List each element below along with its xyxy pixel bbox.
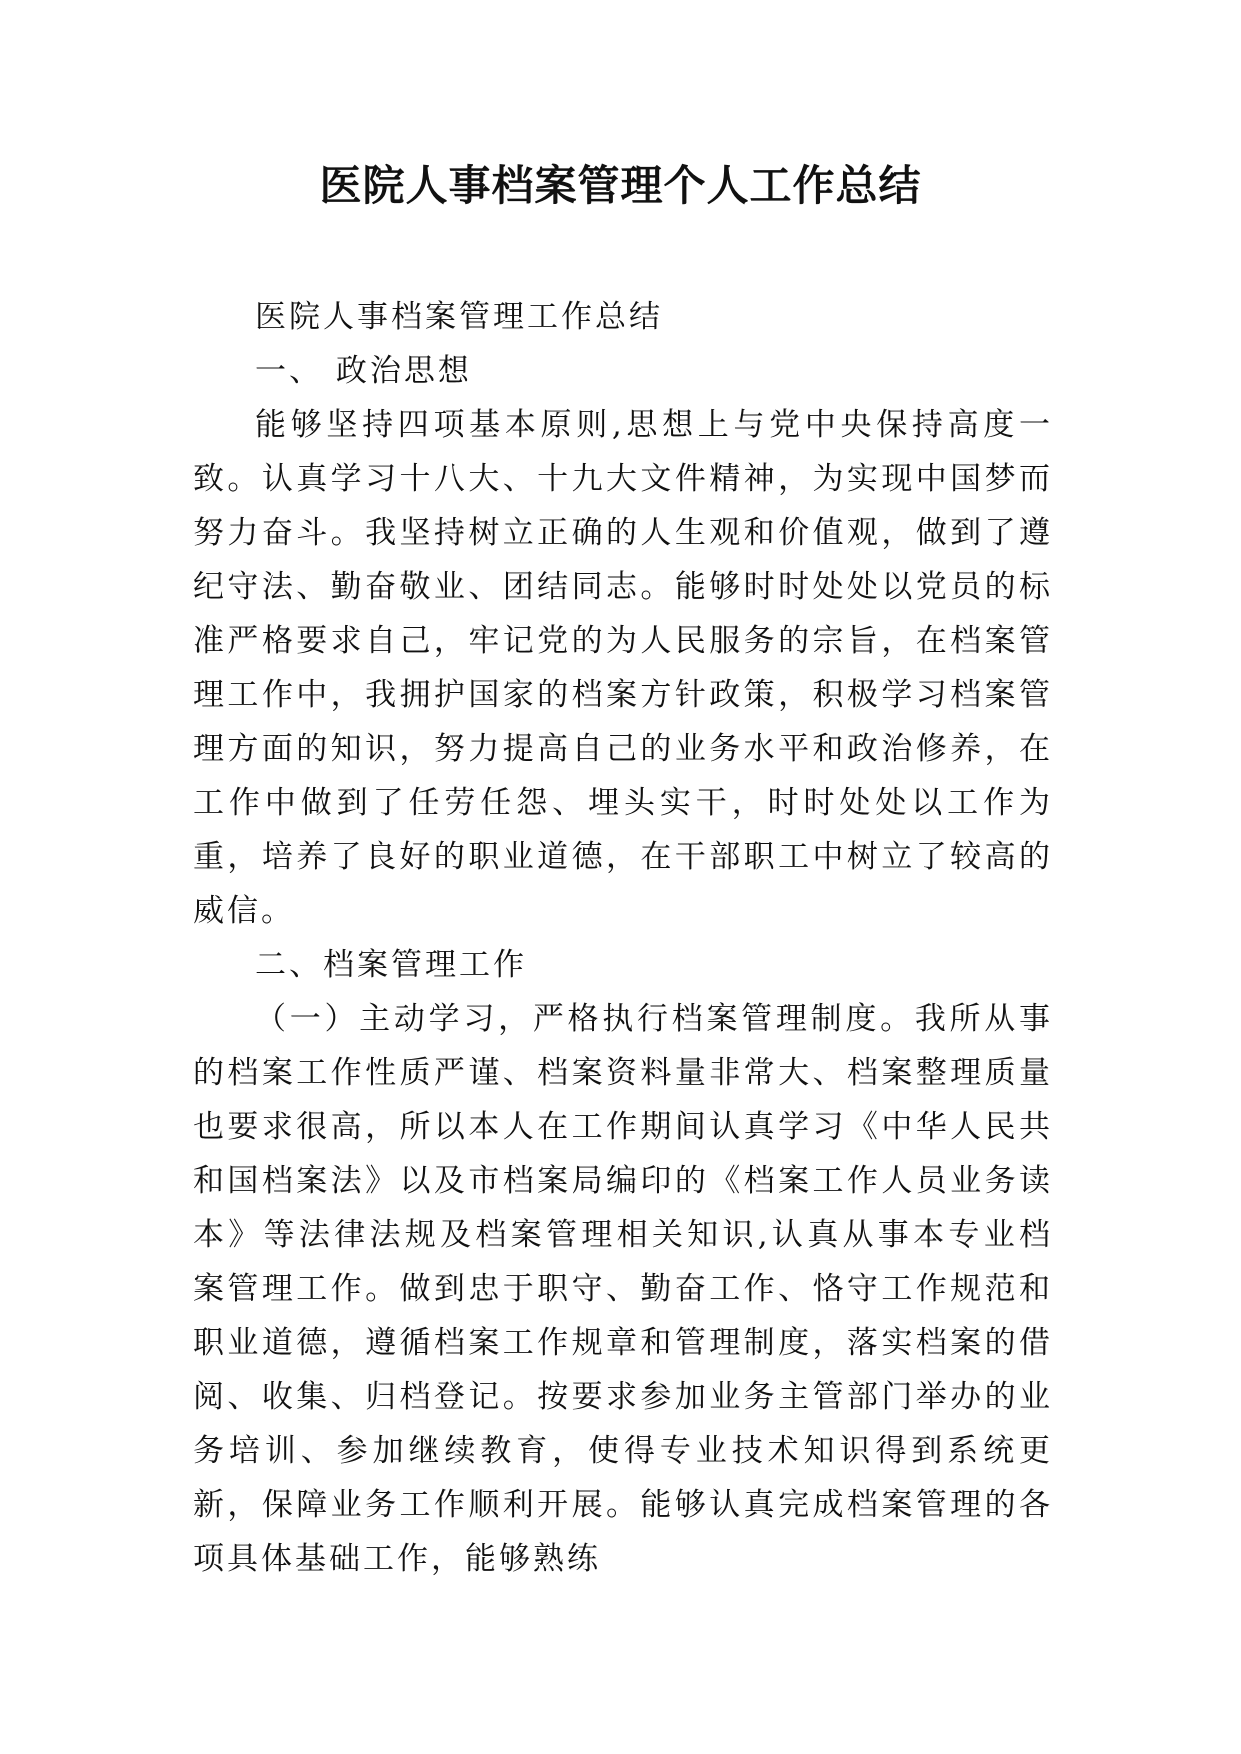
section-heading-political: 一、 政治思想	[255, 353, 472, 389]
paragraph-political: 能够坚持四项基本原则,思想上与党中央保持高度一致。认真学习十八大、十九大文件精神，为实现中国梦而努力奋斗。我坚持树立正确的人生观和价值观，做到了遵纪守法、勤奋敬业、团结同志。能够时时处处以党员的标准严格要求自己，牢记党的为人民服务的宗旨，在档案管理工作中，我拥护国家的档案方针政策，积极学习档案管理方面的知识，努力提高自己的业务水平和政治修养，在工作中做到了任劳任怨、埋头实干，时时处处以工作为重，培养了良好的职业道德，在干部职工中树立了较高的威信。	[193, 407, 1053, 929]
paragraph-archive-1: （一）主动学习，严格执行档案管理制度。我所从事的档案工作性质严谨、档案资料量非常大、档案整理质量也要求很高，所以本人在工作期间认真学习《中华人民共和国档案法》以及市档案局编印的《档案工作人员业务读本》等法律法规及档案管理相关知识,认真从事本专业档案管理工作。做到忠于职守、勤奋工作、恪守工作规范和职业道德，遵循档案工作规章和管理制度，落实档案的借阅、收集、归档登记。按要求参加业务主管部门举办的业务培训、参加继续教育，使得专业技术知识得到系统更新，保障业务工作顺利开展。能够认真完成档案管理的各项具体基础工作，能够熟练	[193, 1001, 1053, 1577]
section-heading-archive: 二、档案管理工作	[255, 947, 527, 983]
document-body	[193, 290, 1053, 1586]
document-title: 医院人事档案管理个人工作总结	[319, 161, 922, 210]
subtitle-paragraph: 医院人事档案管理工作总结	[255, 299, 663, 335]
